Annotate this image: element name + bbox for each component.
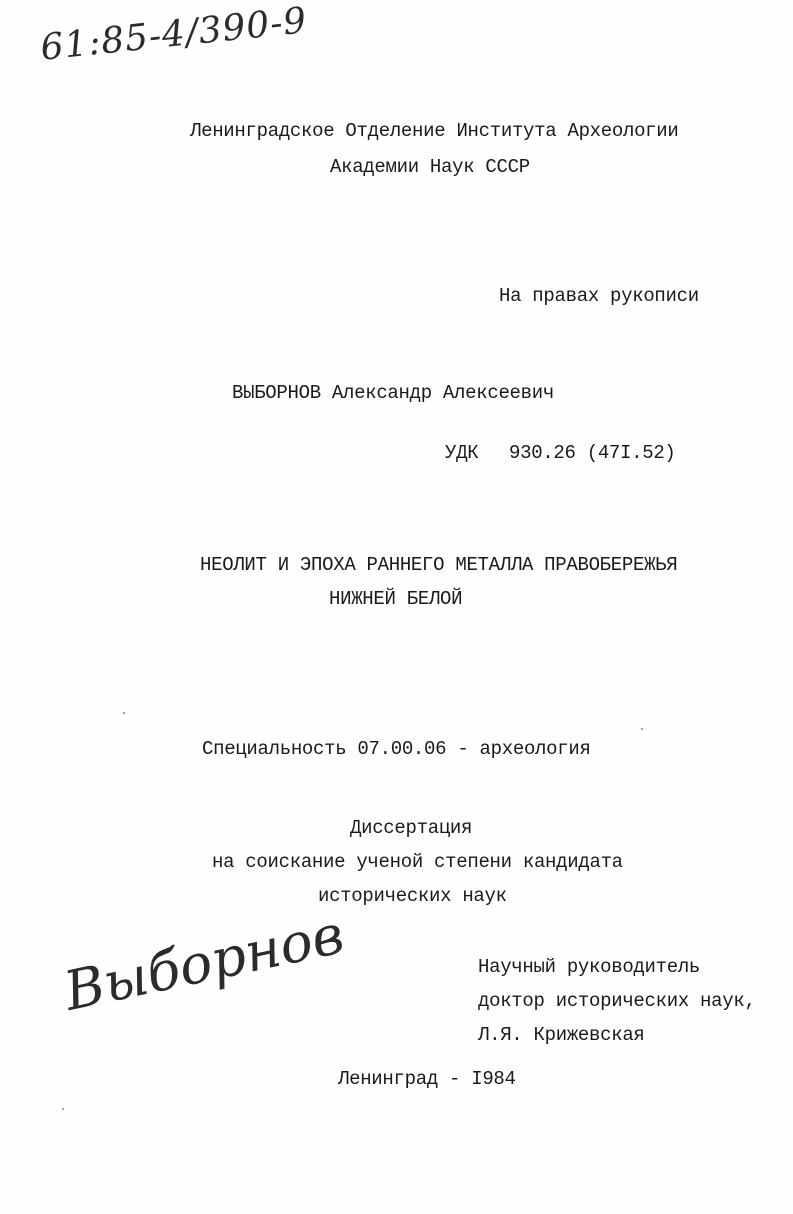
supervisor-line-3: Л.Я. Крижевская: [478, 1024, 645, 1046]
supervisor-line-2: доктор исторических наук,: [478, 990, 756, 1012]
author-name: ВЫБОРНОВ Александр Алексеевич: [232, 382, 554, 404]
manuscript-note: На правах рукописи: [499, 285, 699, 307]
udc-label: УДК: [445, 442, 479, 464]
scan-speck: [641, 728, 643, 730]
supervisor-line-1: Научный руководитель: [478, 956, 701, 978]
dissertation-line-3: исторических наук: [318, 885, 507, 907]
scan-speck: [123, 712, 125, 714]
dissertation-line-1: Диссертация: [350, 817, 473, 839]
udc-value: 930.26 (47I.52): [509, 442, 676, 464]
scan-speck: [62, 1108, 64, 1110]
title-line-2: НИЖНЕЙ БЕЛОЙ: [329, 588, 463, 610]
institution-line-2: Академии Наук СССР: [330, 156, 530, 178]
institution-line-1: Ленинградское Отделение Института Археологии: [190, 120, 679, 142]
archive-mark: 61:85-4/390-9: [38, 0, 310, 69]
title-line-1: НЕОЛИТ И ЭПОХА РАННЕГО МЕТАЛЛА ПРАВОБЕРЕЖЬЯ: [200, 554, 678, 576]
dissertation-line-2: на соискание ученой степени кандидата: [212, 851, 623, 873]
specialty: Специальность 07.00.06 - археология: [202, 738, 591, 760]
author-signature: Выборнов: [58, 902, 350, 1023]
city-year: Ленинград - I984: [338, 1068, 516, 1090]
